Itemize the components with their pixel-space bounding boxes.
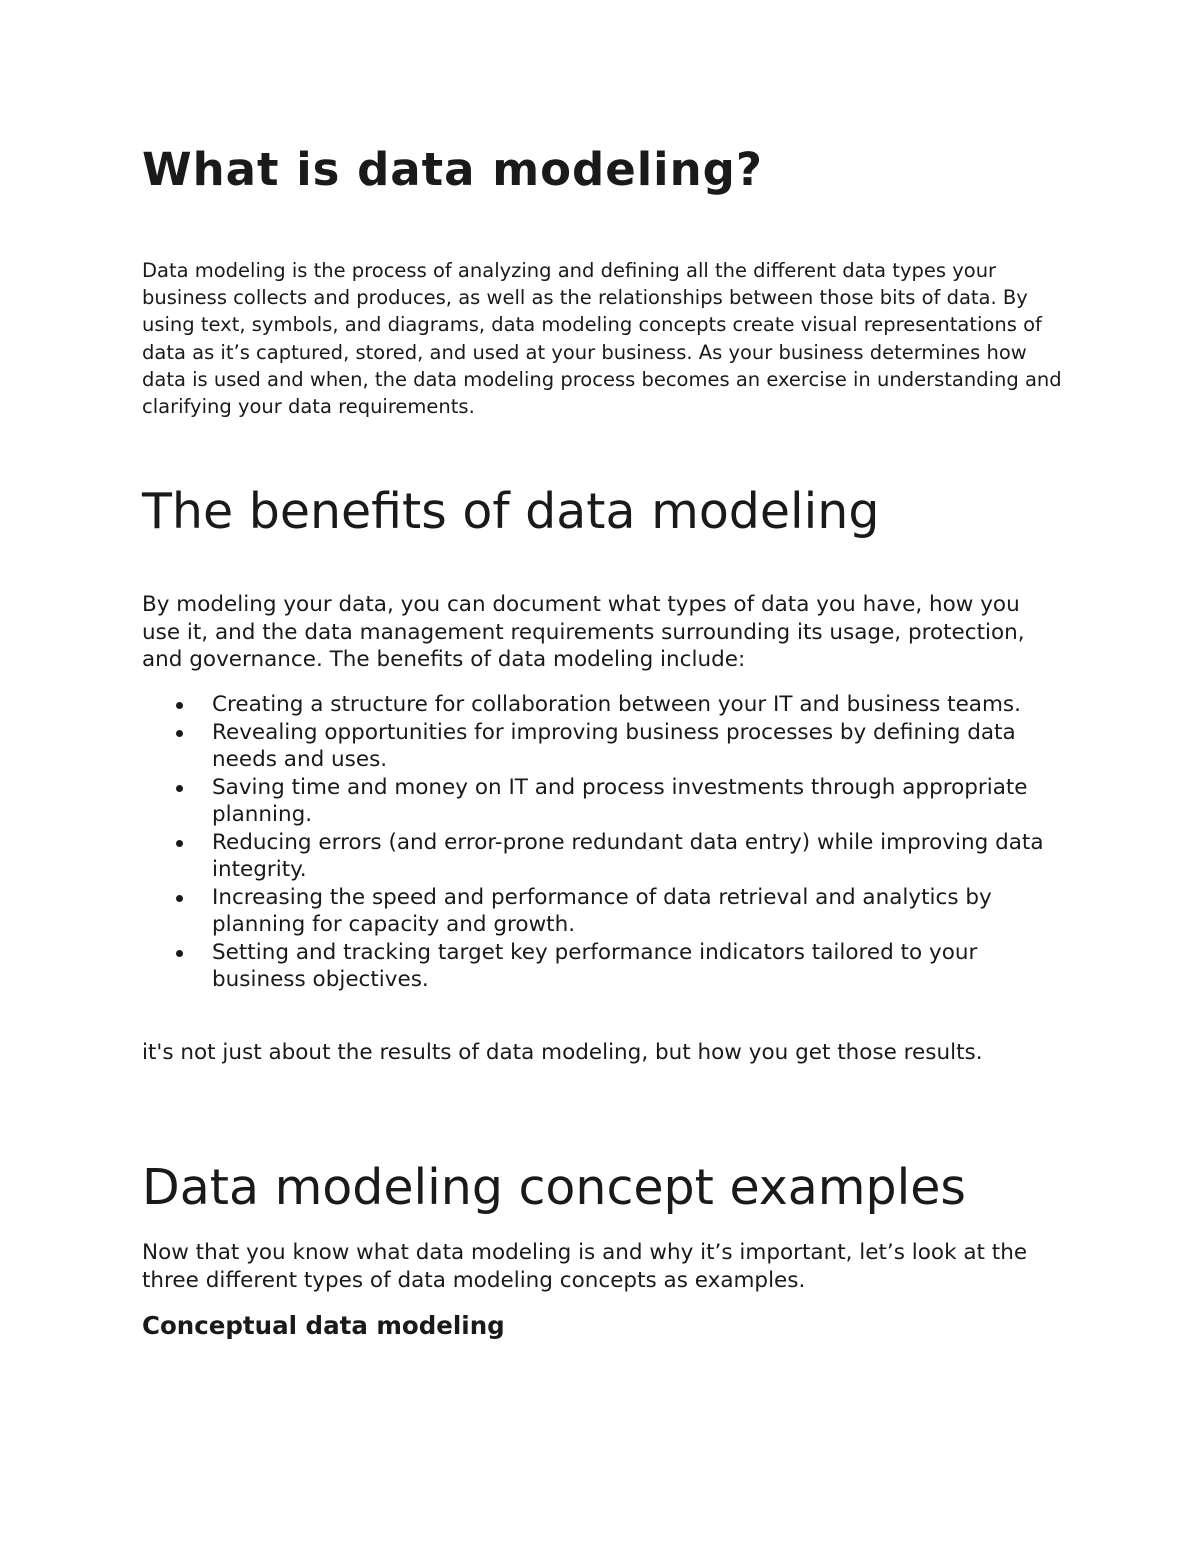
list-item-text: Revealing opportunities for improving business processes by defining data needs and uses. xyxy=(212,719,1016,772)
intro-paragraph: Data modeling is the process of analyzing and defining all the different data types your business collects and produces, as well as the relationships between those bits of data. By using text, symbols, and diagrams, data modeling concepts create visual representations of data as it’s captured, stored, and used at your business. As your business determines how data is used and when, the data modeling process becomes an exercise in understanding and clarifying your data requirements. xyxy=(142,259,1062,419)
examples-intro-paragraph: Now that you know what data modeling is and why it’s important, let’s look at the three different types of data modeling concepts as examples. xyxy=(142,1240,1028,1293)
conceptual-subheading: Conceptual data modeling xyxy=(142,1311,505,1340)
bullet-icon xyxy=(176,702,183,709)
results-note-paragraph: it's not just about the results of data modeling, but how you get those results. xyxy=(142,1040,983,1065)
list-item xyxy=(212,884,1062,939)
list-item xyxy=(212,774,1062,829)
list-item-text: Reducing errors (and error-prone redundant data entry) while improving data integrity. xyxy=(212,829,1044,882)
list-item-text: Setting and tracking target key performance indicators tailored to your business objectives. xyxy=(212,939,978,992)
list-item-text: Creating a structure for collaboration between your IT and business teams. xyxy=(212,692,1021,717)
benefits-heading: The benefits of data modeling xyxy=(142,483,880,540)
benefits-list xyxy=(212,691,1062,994)
bullet-icon xyxy=(176,950,183,957)
list-item xyxy=(212,829,1062,884)
bullet-icon xyxy=(176,730,183,737)
bullet-icon xyxy=(176,840,183,847)
examples-heading: Data modeling concept examples xyxy=(142,1159,966,1216)
list-item xyxy=(212,939,1062,994)
bullet-icon xyxy=(176,785,183,792)
benefits-intro-paragraph: By modeling your data, you can document what types of data you have, how you use it, and the data management requirements surrounding its usage, protection, and governance. The benefits of data modeling include: xyxy=(142,592,1025,672)
list-item xyxy=(212,719,1062,774)
page-title: What is data modeling? xyxy=(142,143,763,196)
list-item xyxy=(212,691,1062,719)
list-item-text: Saving time and money on IT and process investments through appropriate planning. xyxy=(212,774,1028,827)
list-item-text: Increasing the speed and performance of data retrieval and analytics by planning for capacity and growth. xyxy=(212,884,992,937)
bullet-icon xyxy=(176,895,183,902)
